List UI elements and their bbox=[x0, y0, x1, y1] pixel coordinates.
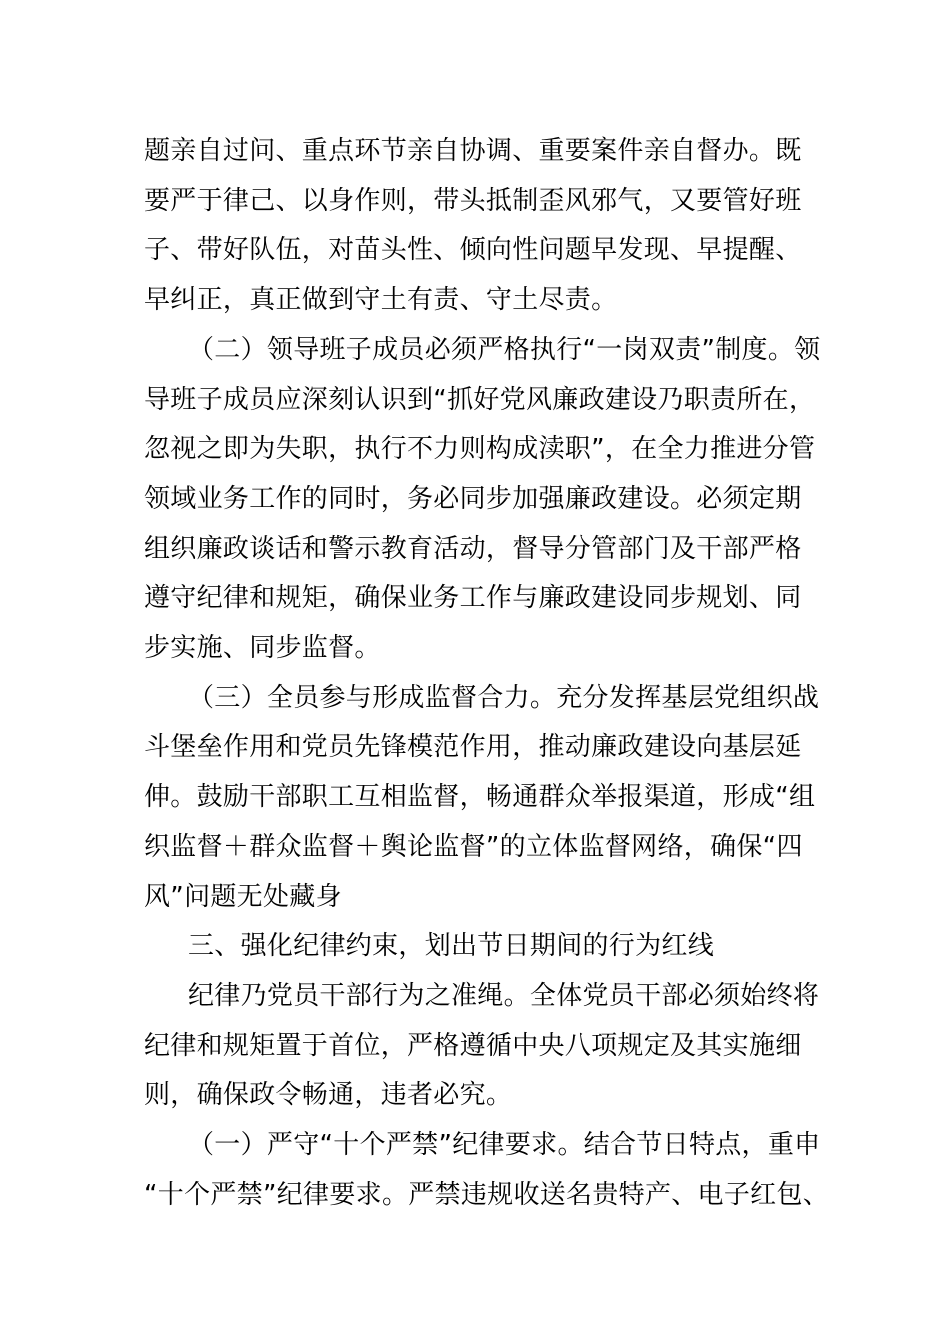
text-line: 遵守纪律和规矩，确保业务工作与廉政建设同步规划、同 bbox=[144, 583, 802, 613]
text-line: 风”问题无处藏身 bbox=[144, 882, 342, 912]
text-line: 领域业务工作的同时，务必同步加强廉政建设。必须定期 bbox=[144, 484, 802, 514]
text-line: 题亲自过问、重点环节亲自协调、重要案件亲自督办。既 bbox=[144, 136, 802, 166]
text-line: 伸。鼓励干部职工互相监督，畅通群众举报渠道，形成“组 bbox=[144, 782, 816, 812]
text-line: （三）全员参与形成监督合力。充分发挥基层党组织战 bbox=[188, 683, 820, 713]
text-line: 纪律乃党员干部行为之准绳。全体党员干部必须始终将 bbox=[188, 981, 820, 1011]
text-line: 组织廉政谈话和警示教育活动，督导分管部门及干部严格 bbox=[144, 534, 802, 564]
text-line: “十个严禁”纪律要求。严禁违规收送名贵特产、电子红包、 bbox=[144, 1180, 830, 1210]
text-line: 纪律和规矩置于首位，严格遵循中央八项规定及其实施细 bbox=[144, 1031, 802, 1061]
text-line: 则，确保政令畅通，违者必究。 bbox=[144, 1080, 513, 1110]
text-line: （一）严守“十个严禁”纪律要求。结合节日特点，重申 bbox=[188, 1130, 821, 1160]
text-line: 导班子成员应深刻认识到“抓好党风廉政建设乃职责所在， bbox=[144, 385, 816, 415]
text-line: 子、带好队伍，对苗头性、倾向性问题早发现、早提醒、 bbox=[144, 235, 802, 265]
text-line: 要严于律己、以身作则，带头抵制歪风邪气，又要管好班 bbox=[144, 186, 802, 216]
section-heading: 三、强化纪律约束，划出节日期间的行为红线 bbox=[188, 931, 715, 961]
text-line: 忽视之即为失职，执行不力则构成渎职”，在全力推进分管 bbox=[144, 434, 816, 464]
text-line: 斗堡垒作用和党员先锋模范作用，推动廉政建设向基层延 bbox=[144, 732, 802, 762]
text-line: 步实施、同步监督。 bbox=[144, 633, 381, 663]
text-line: 早纠正，真正做到守土有责、守土尽责。 bbox=[144, 285, 618, 315]
text-line: 织监督＋群众监督＋舆论监督”的立体监督网络，确保“四 bbox=[144, 832, 803, 862]
text-line: （二）领导班子成员必须严格执行“一岗双责”制度。领 bbox=[188, 335, 821, 365]
